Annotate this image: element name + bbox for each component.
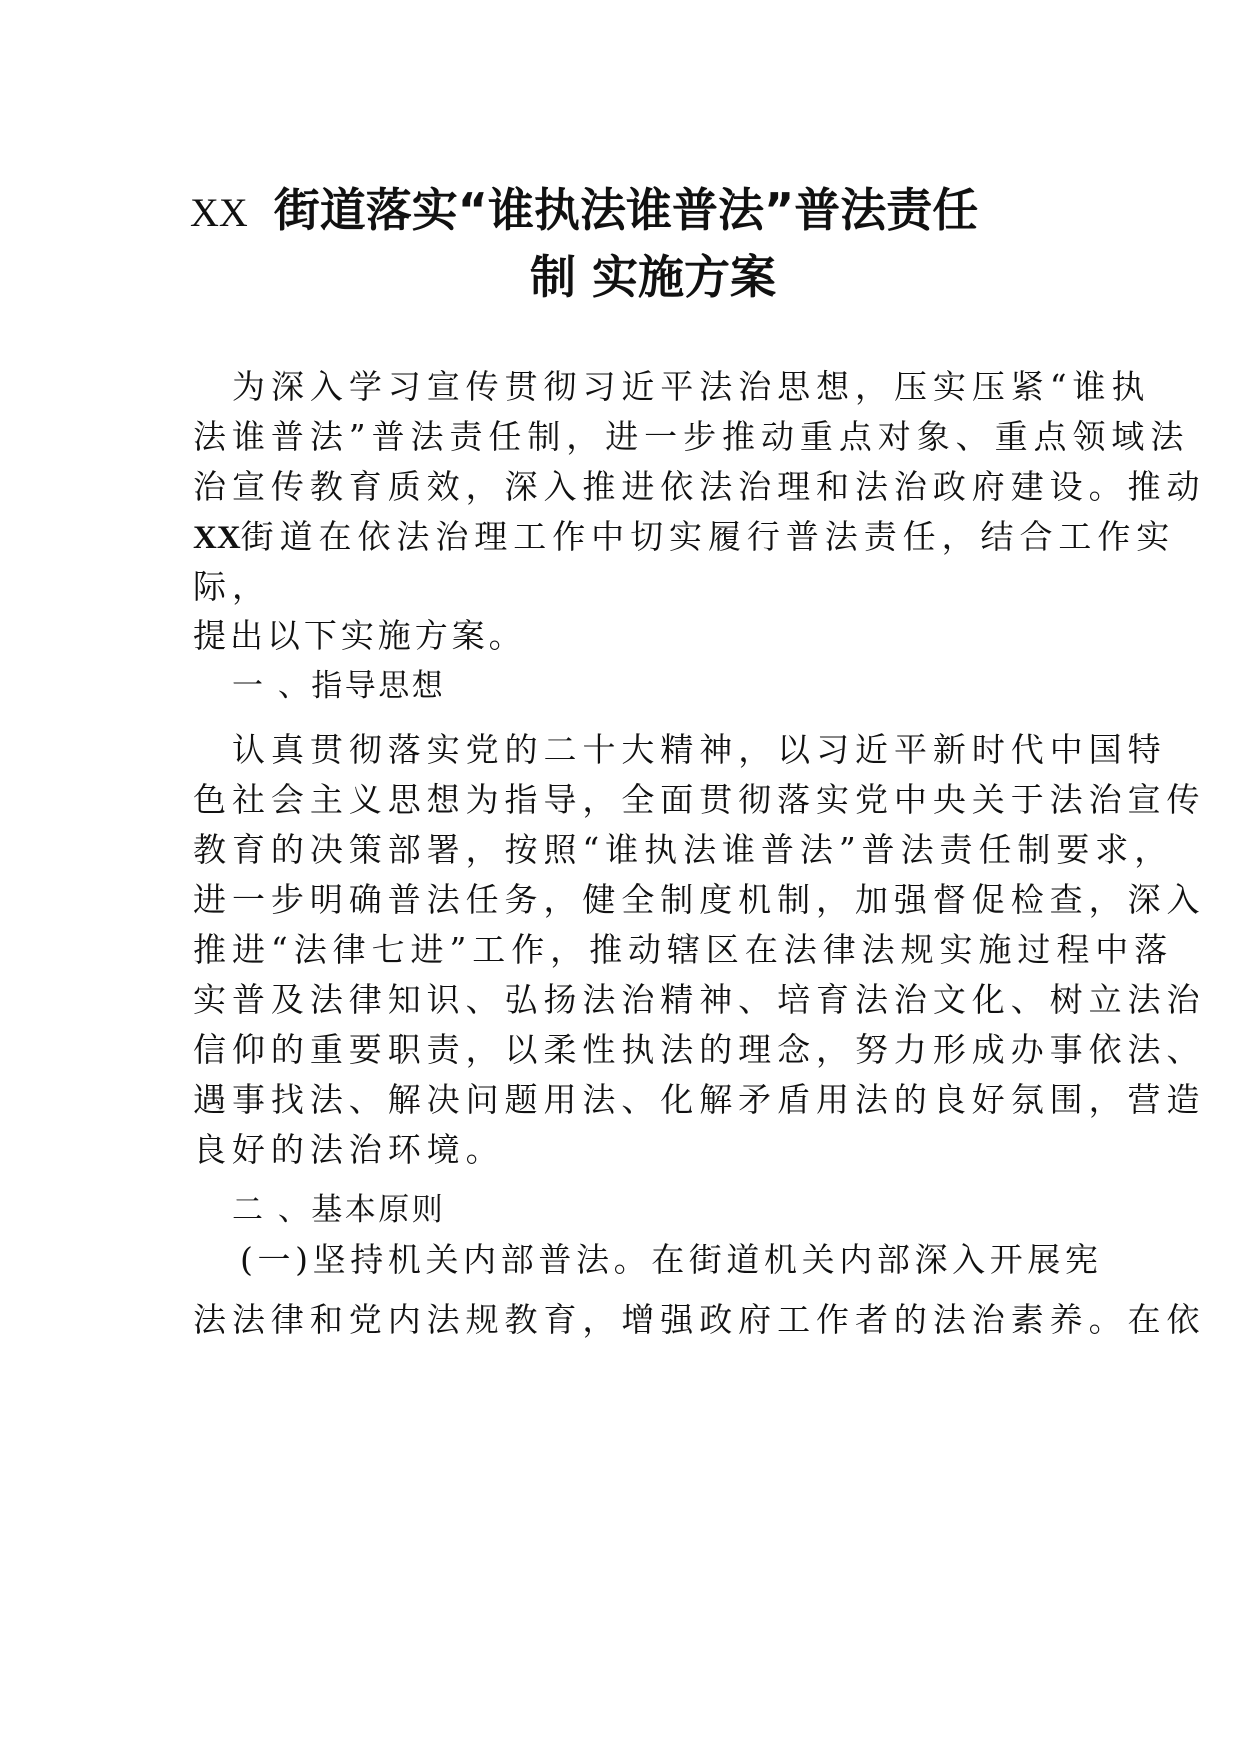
section2-line: (一)坚持机关内部普法。在街道机关内部深入开展宪 (240, 1240, 1103, 1279)
section1-line: 认真贯彻落实党的二十大精神，以习近平新时代中国特 (232, 730, 1167, 769)
title-prefix: XX (190, 190, 248, 235)
intro-line: 治宣传教育质效，深入推进依法治理和法治政府建设。推动 (193, 467, 1206, 506)
section1-line: 信仰的重要职责，以柔性执法的理念，努力形成办事依法、 (193, 1030, 1206, 1069)
section-heading-guiding-thought: 一 、指导思想 (232, 668, 446, 704)
section2-line: 法法律和党内法规教育，增强政府工作者的法治素养。在依 (193, 1300, 1206, 1339)
document-title-line-1 (190, 180, 1020, 243)
intro-xx-prefix: XX (193, 520, 241, 556)
intro-line: 际， (193, 567, 271, 606)
intro-line: 法谁普法”普法责任制，进一步推动重点对象、重点领域法 (193, 417, 1190, 456)
intro-line-4-text: 街道在依法治理工作中切实履行普法责任，结合工作实 (240, 517, 1176, 556)
title-text-line-1: 街道落实“谁执法谁普法”普法责任 (273, 183, 979, 237)
intro-line: 提出以下实施方案。 (193, 616, 526, 655)
section1-line: 遇事找法、解决问题用法、化解矛盾用法的良好氛围，营造 (193, 1080, 1206, 1119)
section1-line: 良好的法治环境。 (193, 1130, 505, 1169)
intro-line: 为深入学习宣传贯彻习近平法治思想，压实压紧“谁执 (232, 367, 1151, 406)
section1-line: 实普及法律知识、弘扬法治精神、培育法治文化、树立法治 (193, 980, 1206, 1019)
document-title-line-2: 制 实施方案 (530, 250, 777, 304)
section-heading-basic-principles: 二 、基本原则 (232, 1192, 446, 1228)
section1-line: 推进“法律七进”工作，推动辖区在法律法规实施过程中落 (193, 930, 1174, 969)
intro-line (193, 515, 1176, 560)
section1-line: 色社会主义思想为指导，全面贯彻落实党中央关于法治宣传 (193, 780, 1206, 819)
section1-line: 进一步明确普法任务，健全制度机制，加强督促检查，深入 (193, 880, 1206, 919)
section1-line: 教育的决策部署，按照“谁执法谁普法”普法责任制要求， (193, 830, 1174, 869)
